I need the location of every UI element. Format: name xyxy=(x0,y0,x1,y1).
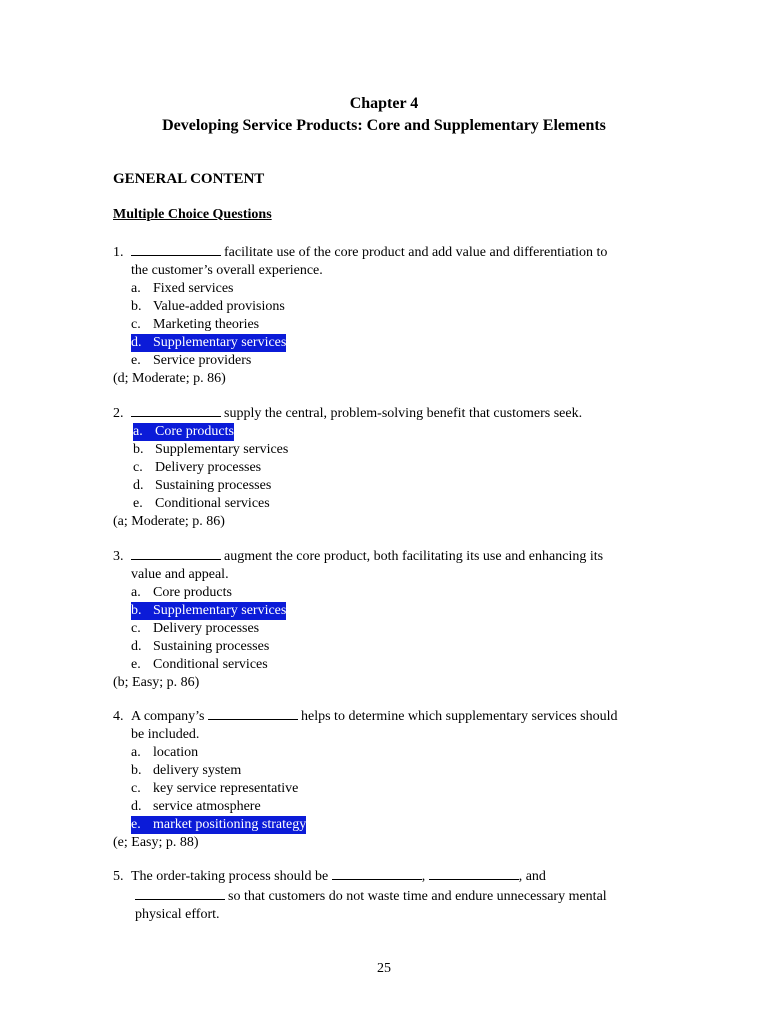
question-text: supply the central, problem-solving benefit that customers seek. xyxy=(224,406,583,421)
question-number: 1. xyxy=(113,245,124,260)
option-b: b. Value-added provisions xyxy=(131,299,285,314)
option-a-highlighted xyxy=(113,423,658,441)
option-e-highlighted xyxy=(113,816,658,834)
answer-highlight: a. Core products xyxy=(133,424,234,439)
answer-blank xyxy=(135,886,225,900)
question-number: 2. xyxy=(113,406,124,421)
question-text: so that customers do not waste time and endure unnecessary mental xyxy=(228,889,607,904)
answer-blank xyxy=(429,866,519,880)
answer-reference: (b; Easy; p. 86) xyxy=(113,675,200,690)
option-c: c. Delivery processes xyxy=(131,621,260,636)
section-title: GENERAL CONTENT xyxy=(113,171,265,187)
question-text: The order-taking process should be xyxy=(131,869,329,884)
chapter-title: Developing Service Products: Core and Supplementary Elements xyxy=(162,117,606,134)
option-c: c. Delivery processes xyxy=(133,460,262,475)
question-text: physical effort. xyxy=(135,907,220,922)
option-b: b. Supplementary services xyxy=(133,442,289,457)
answer-blank xyxy=(131,242,221,256)
question-text: be included. xyxy=(131,727,200,742)
question-text: value and appeal. xyxy=(131,567,229,582)
answer-reference: (d; Moderate; p. 86) xyxy=(113,371,226,386)
option-b-highlighted xyxy=(113,602,658,620)
option-e: e. Conditional services xyxy=(131,657,268,672)
question-4 xyxy=(113,706,658,852)
option-a: a. location xyxy=(131,745,199,760)
option-e: e. Conditional services xyxy=(133,496,270,511)
option-c: c. key service representative xyxy=(131,781,299,796)
answer-highlight: e. market positioning strategy xyxy=(131,817,307,832)
answer-reference: (a; Moderate; p. 86) xyxy=(113,514,225,529)
subsection-title: Multiple Choice Questions xyxy=(113,207,272,222)
answer-blank xyxy=(332,866,422,880)
option-a: a. Fixed services xyxy=(131,281,234,296)
answer-highlight: b. Supplementary services xyxy=(131,603,287,618)
question-5: 5. The order-taking process should be , , and so that customers do not waste time and endure unnecessary mental physical effort. xyxy=(113,866,658,924)
question-text: the customer’s overall experience. xyxy=(131,263,323,278)
page-number: 25 xyxy=(377,961,391,976)
answer-reference: (e; Easy; p. 88) xyxy=(113,835,199,850)
question-text: helps to determine which supplementary services should xyxy=(301,709,618,724)
question-text: A company’s xyxy=(131,709,205,724)
question-3 xyxy=(113,546,658,692)
option-c: c. Marketing theories xyxy=(131,317,260,332)
question-text: augment the core product, both facilitating its use and enhancing its xyxy=(224,549,604,564)
option-e: e. Service providers xyxy=(131,353,252,368)
question-text: facilitate use of the core product and add value and differentiation to xyxy=(224,245,608,260)
chapter-number: Chapter 4 xyxy=(349,95,419,112)
answer-highlight: d. Supplementary services xyxy=(131,335,287,350)
question-number: 3. xyxy=(113,549,124,564)
option-b: b. delivery system xyxy=(131,763,242,778)
option-d: d. service atmosphere xyxy=(131,799,261,814)
question-number: 5. xyxy=(113,869,124,884)
option-d: d. Sustaining processes xyxy=(133,478,272,493)
answer-blank xyxy=(131,403,221,417)
question-1 xyxy=(113,242,658,388)
question-2 xyxy=(113,403,658,531)
option-d-highlighted xyxy=(113,334,658,352)
option-a: a. Core products xyxy=(131,585,232,600)
option-d: d. Sustaining processes xyxy=(131,639,270,654)
answer-blank xyxy=(208,706,298,720)
answer-blank xyxy=(131,546,221,560)
question-number: 4. xyxy=(113,709,124,724)
